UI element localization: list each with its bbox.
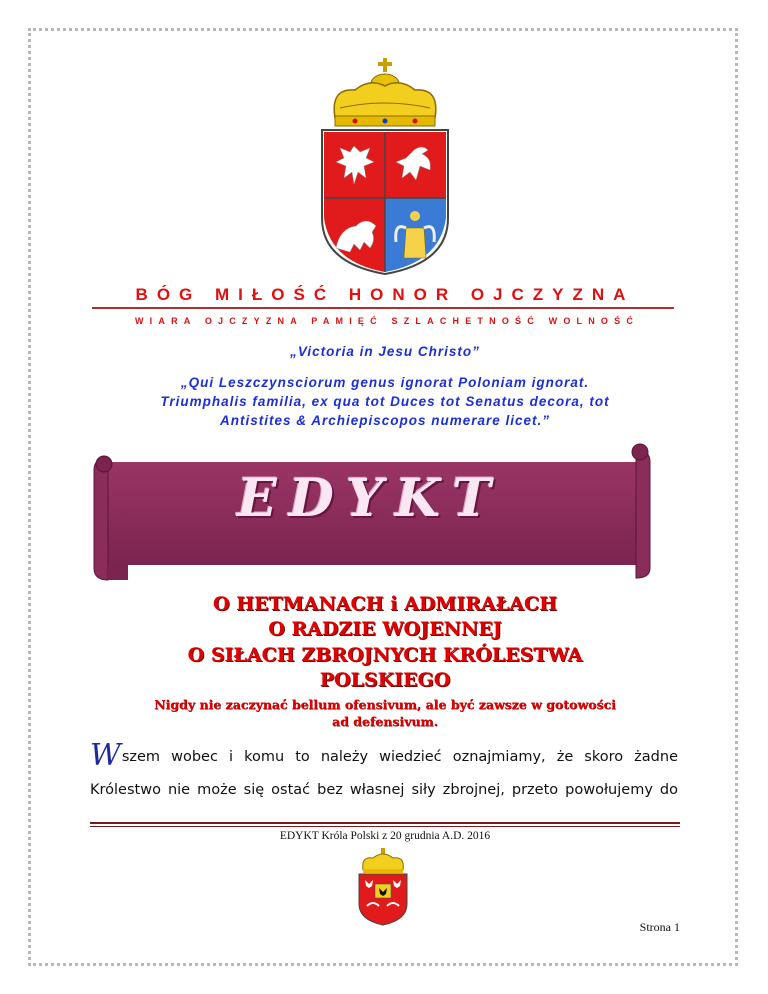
latin-motto: „Victoria in Jesu Christo” xyxy=(290,344,480,359)
heading-line-4: POLSKIEGO xyxy=(319,669,451,691)
page-number: Strona 1 xyxy=(639,920,680,934)
footer-divider xyxy=(90,822,680,824)
latin-quote-line-2: Triumphalis familia, ex qua tot Duces tot Senatus decora, tot xyxy=(160,394,610,409)
coat-of-arms-image xyxy=(310,58,460,276)
subheading-line-2: ad defensivum. xyxy=(331,714,439,729)
edict-title: EDYKT xyxy=(237,468,503,529)
body-line-1 xyxy=(90,738,678,773)
footer-text: EDYKT Króla Polski z 20 grudnia A.D. 2016 xyxy=(279,830,491,842)
latin-quote-line-3: Antistites & Archiepiscopos numerare licet.” xyxy=(219,413,551,428)
heading-line-2: O RADZIE WOJENNEJ xyxy=(268,618,502,640)
subheading-line-1: Nigdy nie zaczynać bellum ofensivum, ale być zawsze w gotowości xyxy=(154,697,616,712)
motto-values: WIARA OJCZYZNA PAMIĘĆ SZLACHETNOŚĆ WOLNOŚĆ xyxy=(134,316,640,326)
motto-main: BÓG MIŁOŚĆ HONOR OJCZYZNA xyxy=(135,285,635,304)
heading-line-3: O SIŁACH ZBROJNYCH KRÓLESTWA xyxy=(187,644,583,666)
heading-line-1: O HETMANACH i ADMIRAŁACH xyxy=(212,593,558,615)
shield-icon xyxy=(322,130,448,274)
motto-divider xyxy=(92,307,674,309)
body-line-2: Królestwo nie może się ostać bez własnej siły zbrojnej, przeto powołujemy do xyxy=(90,782,678,798)
drop-cap: W xyxy=(90,738,121,773)
latin-quote-line-1: „Qui Leszczynsciorum genus ignorat Poloniam ignorat. xyxy=(180,375,590,390)
small-coat-of-arms-image xyxy=(353,848,413,926)
crown-icon xyxy=(334,58,436,126)
footer-divider-thin xyxy=(90,826,680,827)
body-line-1-text: szem wobec i komu to należy wiedzieć oznajmiamy, że skoro żadne xyxy=(121,749,678,765)
